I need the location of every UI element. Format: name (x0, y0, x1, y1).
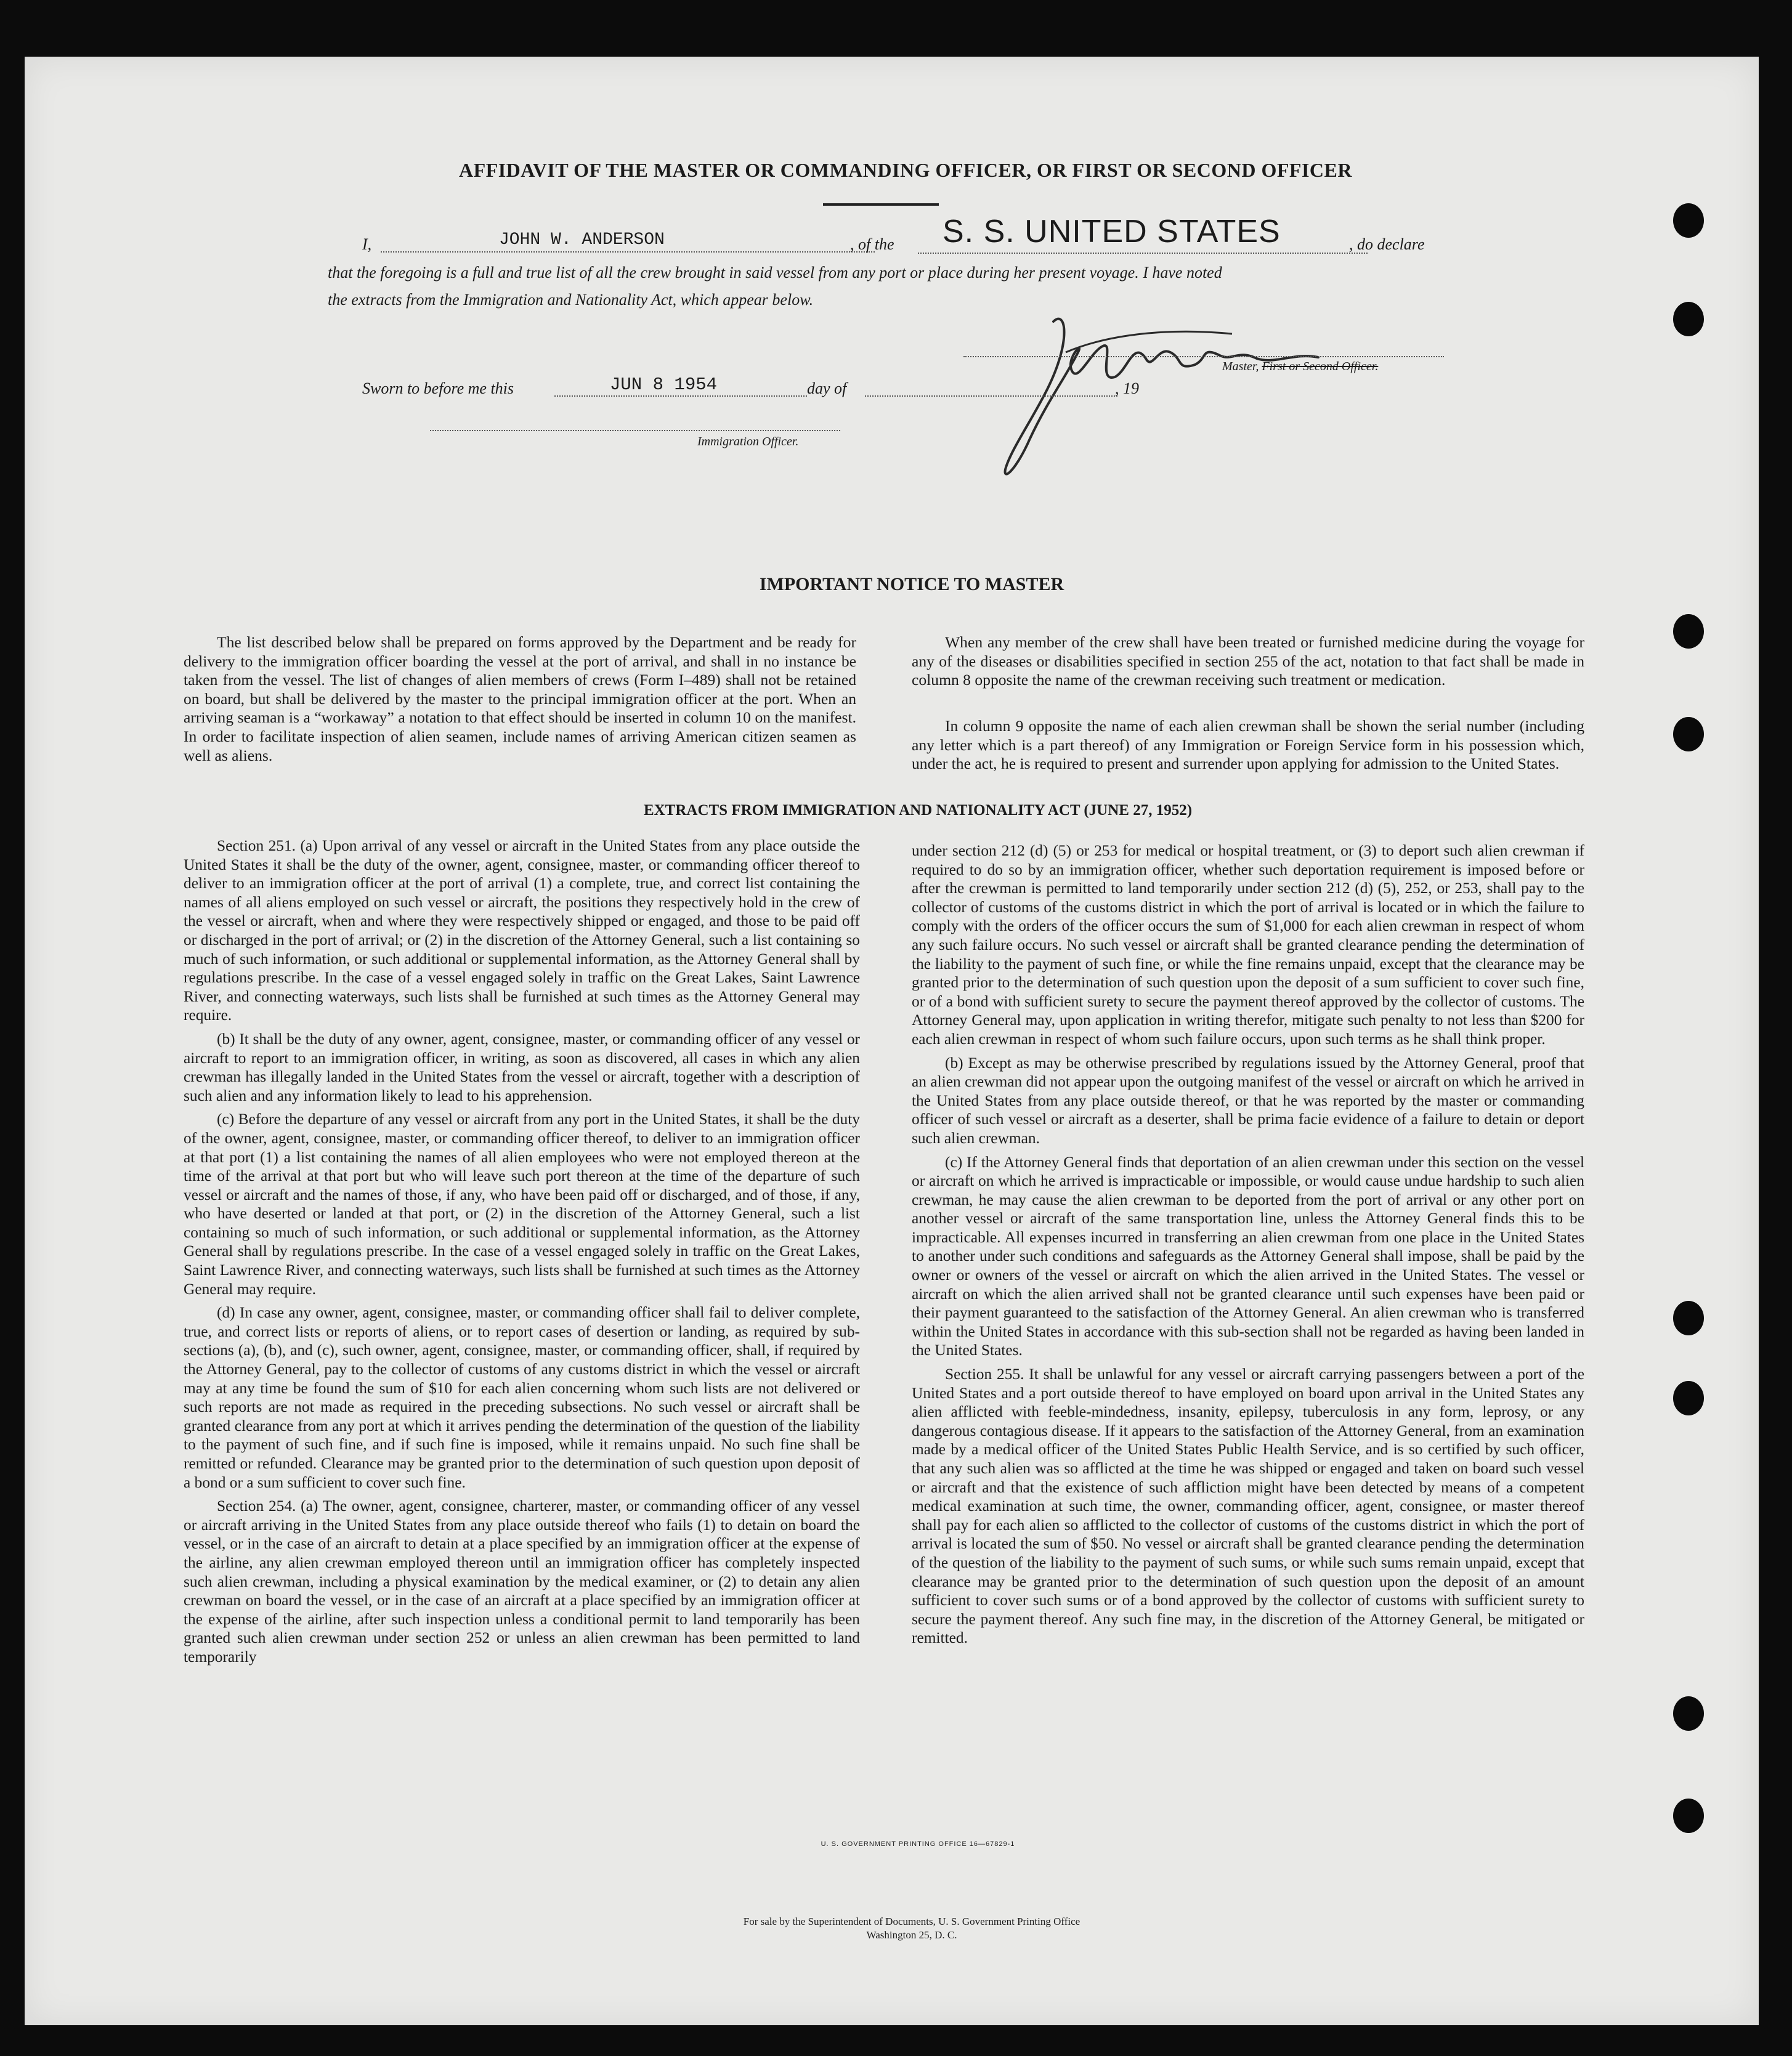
declaration-line-2: that the foregoing is a full and true list of all the crew brought in said vessel from any port or place during her present voyage. I have noted (328, 264, 1222, 281)
vessel-name: S. S. UNITED STATES (943, 214, 1281, 249)
signer-title (1222, 360, 1378, 374)
section-254-a-continued: under section 212 (d) (5) or 253 for medical or hospital treatment, or (3) to deport such alien crewman if required to do so by an immigration officer, whether such deportation requirement is imposed before or after the crewman is permitted to land temporarily under section 212 (d) (5), 252, or 253, shall pay to the collector of customs of the customs district in which the port of arrival is located or in which the failure to comply with the orders of the officer occurs the sum of $1,000 for each alien crewman in respect of whom any such failure occurs. No such vessel or aircraft shall be granted clearance pending the determination of the liability to the payment of such fine, or while the fine remains unpaid, except that the clearance may be granted prior to the determination of such question upon the deposit of a sum sufficient to cover such fine, or of a bond with sufficient surety to secure the payment thereof approved by the collector of customs. The Attorney General may, upon application in writing therefor, mitigate such penalty to not less than $200 for each alien crewman in respect of whom such failure occurs, upon such terms as he shall think proper. (912, 842, 1584, 1048)
day-of-label: day of (807, 379, 847, 397)
section-254-c: (c) If the Attorney General finds that deportation of an alien crewman under this section on the vessel or aircraft on which he arrived is impracticable or impossible, or would cause undue hardship to such alien crewman, he may cause the alien crewman to be deported from the port of arrival or any other port on another vessel or aircraft of the same transportation line, unless the Attorney General finds this to be impracticable. All expenses incurred in transferring an alien crewman from one place in the United States to another under such conditions and safeguards as the Attorney General shall impose, shall be paid by the owner or owners of the vessel or aircraft on which the alien arrived in the United States. The vessel or aircraft on which the alien arrived shall not be granted clearance until such expenses have been paid or their payment guaranteed to the satisfaction of the Attorney General. An alien crewman who is transferred within the United States in accordance with this sub-section shall not be regarded as having been landed in the United States. (912, 1153, 1584, 1359)
extracts-left-column (184, 836, 860, 1672)
signature-leader (963, 355, 1444, 357)
binder-hole (1673, 1799, 1704, 1833)
binder-hole (1673, 1696, 1704, 1731)
signer-title-prefix: Master, (1222, 360, 1259, 373)
sale-notice-line-2: Washington 25, D. C. (866, 1929, 957, 1941)
extracts-right-column (912, 841, 1584, 1653)
section-251-c: (c) Before the departure of any vessel or aircraft from any port in the United States, it shall be the duty of the owner, agent, consignee, master, or commanding officer thereof, to deliver to an immigration officer at that port (1) a list containing the names of all alien employees who were not employed thereon at the time of the arrival at that port but who will leave such port thereon at the time of the departure of such vessel or aircraft and the names of those, if any, who have been paid off or discharged, and of those, if any, who have deserted or landed at that port, or (2) in the discretion of the Attorney General, such a list containing so much of such information, or such additional or supplemental information, as the Attorney General shall by regulations prescribe. In the case of a vessel engaged solely in traffic on the Great Lakes, Saint Lawrence River, and connecting waterways, such lists shall be furnished at such times as the Attorney General may require. (184, 1111, 860, 1298)
name-leader (381, 250, 875, 253)
binder-hole (1673, 717, 1704, 751)
of-the-label: , of the (850, 235, 894, 253)
officer-leader (430, 429, 840, 431)
day-of-leader (865, 394, 1117, 397)
affidavit-page (25, 57, 1759, 2025)
affidavit-title: AFFIDAVIT OF THE MASTER OR COMMANDING OFFICER, OR FIRST OR SECOND OFFICER (459, 159, 1352, 181)
section-251-b: (b) It shall be the duty of any owner, agent, consignee, master, or commanding officer of any vessel or aircraft to report to an immigration officer, in writing, as soon as discovered, all cases in which any alien crewman has illegally landed in the United States from the vessel or aircraft, together with a description of such alien and any information likely to lead to his apprehension. (184, 1030, 860, 1104)
binder-hole (1673, 1381, 1704, 1415)
binder-hole (1673, 1301, 1704, 1335)
section-251-d: (d) In case any owner, agent, consignee, master, or commanding officer shall fail to deliver complete, true, and correct lists or reports of aliens, or to report cases of desertion or landing, as required by sub-sections (a), (b), and (c), such owner, agent, consignee, master, or commanding officer, shall, if required by the Attorney General, pay to the collector of customs of any customs district in which the vessel or aircraft may at any time be found the sum of $10 for each alien concerning whom such lists are not delivered or such reports are not made as required in the preceding subsections. No such vessel or aircraft shall be granted clearance from any port at which it arrives pending the determination of the question of the liability to the payment of such fine, and if such fine is imposed, while it remains unpaid. No such fine shall be remitted or refunded. Clearance may be granted prior to the determination of such question upon deposit of a bond or a sum sufficient to cover such fine. (184, 1304, 860, 1491)
title-rule (823, 203, 939, 206)
binder-hole (1673, 203, 1704, 238)
year-label: , 19 (1115, 379, 1139, 397)
section-251-a: Section 251. (a) Upon arrival of any vessel or aircraft in the United States from any place outside the United States it shall be the duty of the owner, agent, consignee, master, or commanding officer thereof to deliver to an immigration officer at the port of arrival (1) a complete, true, and correct list containing the names of all aliens employed on such vessel or aircraft, the positions they respectively hold in the crew of the vessel or aircraft, when and where they were respectively shipped or engaged, and those to be paid off or discharged in the port of arrival; or (2) in the discretion of the Attorney General, such a list containing so much of such information, or such additional or supplemental information, as the Attorney General shall by regulations prescribe. In the case of a vessel engaged solely in traffic on the Great Lakes, Saint Lawrence River, and connecting waterways, such lists shall be furnished at such times as the Attorney General may require. (184, 837, 860, 1024)
gpo-imprint: U. S. GOVERNMENT PRINTING OFFICE 16—67829-1 (821, 1840, 1015, 1848)
do-declare-label: , do declare (1349, 235, 1425, 253)
declaration-i-label: I, (362, 235, 372, 253)
declaration-line-3: the extracts from the Immigration and Nationality Act, which appear below. (328, 291, 814, 309)
notice-right-paragraph-2: In column 9 opposite the name of each alien crewman shall be shown the serial number (including any letter which is a part thereof) of any Immigration or Foreign Service form in his possession which, under the act, he is required to present and surrender upon applying for admission to the United States. (912, 717, 1584, 773)
notice-right-paragraph-1: When any member of the crew shall have been treated or furnished medicine during the voyage for any of the diseases or disabilities specified in section 255 of the act, notation to that fact shall be made in column 8 opposite the name of the crewman receiving such treatment or medication. (912, 633, 1584, 689)
master-name: JOHN W. ANDERSON (499, 230, 665, 249)
signer-title-struck: First or Second Officer. (1262, 360, 1379, 373)
section-254-a: Section 254. (a) The owner, agent, consignee, charterer, master, or commanding officer of any vessel or aircraft arriving in the United States from any place outside thereof who fails (1) to detain on board the vessel, or in the case of an aircraft to detain at a place specified by an immigration officer at the expense of the airline, any alien crewman employed thereon until an immigration officer has completely inspected such alien crewman, including a physical examination by the medical examiner, or (2) to detain any alien crewman on board the vessel, or in the case of an aircraft at a place specified by an immigration officer at the expense of the airline, after such inspection unless a conditional permit to land temporarily has been granted such alien crewman under section 252 or unless an alien crewman has been permitted to land temporarily (184, 1497, 860, 1665)
sale-notice-line-1: For sale by the Superintendent of Documents, U. S. Government Printing Office (743, 1916, 1080, 1927)
master-signature (973, 285, 1417, 494)
section-254-b: (b) Except as may be otherwise prescribed by regulations issued by the Attorney General, proof that an alien crewman did not appear upon the outgoing manifest of the vessel or aircraft on which he arrived in the United States from any place outside thereof, or that he was reported by the master or commanding officer of such vessel or aircraft as a deserter, shall be prima facie evidence of a failure to detain or deport such alien crewman. (912, 1054, 1584, 1147)
vessel-leader (918, 251, 1368, 254)
notice-heading: IMPORTANT NOTICE TO MASTER (759, 574, 1064, 594)
sworn-label: Sworn to before me this (362, 379, 514, 397)
binder-hole (1673, 614, 1704, 649)
sworn-date-stamp: JUN 8 1954 (610, 374, 718, 395)
notice-left-paragraph: The list described below shall be prepared on forms approved by the Department and be ready for delivery to the immigration officer boarding the vessel at the port of arrival, and shall in no instance be taken from the vessel. The list of changes of alien members of crews (Form I–489) shall not be retained on board, but shall be delivered by the master to the principal immigration officer at the port. When an arriving seaman is a “workaway” a notation to that effect should be inserted in column 10 on the manifest. In order to facilitate inspection of alien seamen, include names of arriving American citizen seamen as well as aliens. (184, 633, 856, 764)
immigration-officer-label: Immigration Officer. (697, 435, 799, 448)
extracts-heading: EXTRACTS FROM IMMIGRATION AND NATIONALITY ACT (JUNE 27, 1952) (643, 802, 1193, 819)
binder-hole (1673, 302, 1704, 336)
section-255: Section 255. It shall be unlawful for any vessel or aircraft carrying passengers between a port of the United States and a port outside thereof to have employed on board upon arrival in the United States any alien afflicted with feeble-mindedness, insanity, epilepsy, tuberculosis in any form, leprosy, or any dangerous contagious disease. If it appears to the satisfaction of the Attorney General, from an examination made by a medical officer of the United States Public Health Service, and is so certified by such officer, that any such alien was so afflicted at the time he was shipped or engaged and taken on board such vessel or aircraft and that the existence of such affliction might have been detected by means of a competent medical examination at such time, the owner, commanding officer, agent, consignee, or master thereof shall pay for each alien so afflicted to the collector of customs of the customs district in which the port of arrival is located the sum of $50. No vessel or aircraft shall be granted clearance pending the determination of the question of the liability to the payment of such sums, or while such sums remain unpaid, except that clearance may be granted prior to the determination of such question upon the deposit of an amount sufficient to cover such sums or of a bond approved by the collector of customs with sufficient surety to secure the payment thereof. Any such fine may, in the discretion of the Attorney General, be mitigated or remitted. (912, 1366, 1584, 1647)
